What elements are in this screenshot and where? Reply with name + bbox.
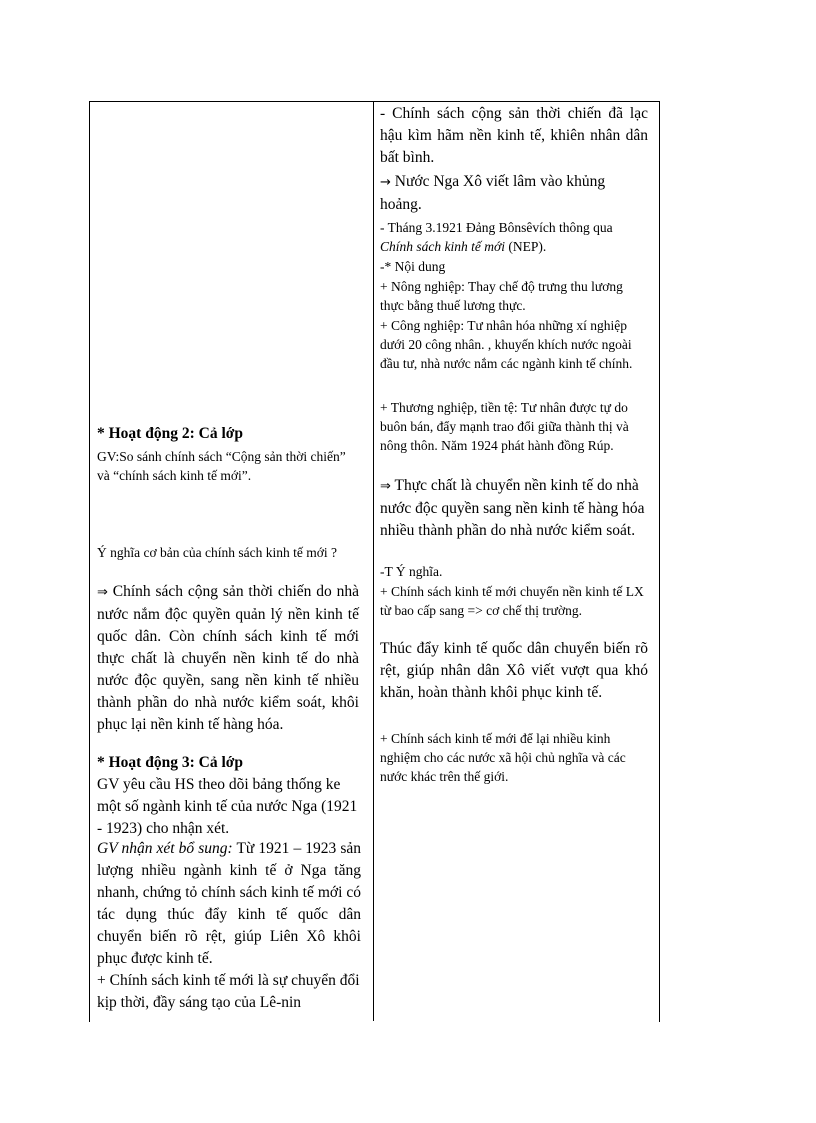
activity3-heading: * Hoạt động 3: Cả lớp xyxy=(97,754,243,771)
war-communism-effect: - Chính sách cộng sản thời chiến đã lạc hậu kìm hãm nền kinh tế, khiên nhân dân bất bình. xyxy=(380,105,648,166)
crisis-text: Nước Nga Xô viết lâm vào khủng hoảng. xyxy=(380,173,606,213)
activity2-task: GV:So sánh chính sách “Cộng sản thời chiến” và “chính sách kinh tế mới”. xyxy=(97,449,346,483)
crisis-line xyxy=(380,171,648,216)
teacher-comment-text: Từ 1921 – 1923 sản lượng nhiều ngành kinh tế ở Nga tăng nhanh, chứng tỏ chính sách kinh tế mới có tác dụng thúc đẩy kinh tế quốc dân chuyển biến rõ rệt, giúp Liên Xô khôi phục được kinh tế. xyxy=(97,840,361,967)
activity3-task: GV yêu cầu HS theo dõi bảng thống ke một số ngành kinh tế của nước Nga (1921 - 1923) cho nhận xét. xyxy=(97,776,358,837)
nep-essence-text: Thực chất là chuyển nền kinh tế do nhà nước độc quyền sang nền kinh tế hàng hóa nhiều thành phần do nhà nước kiểm soát. xyxy=(380,477,645,539)
double-arrow-icon: ⇒ xyxy=(97,585,108,600)
nep-name: Chính sách kinh tế mới xyxy=(380,239,505,254)
teacher-comment xyxy=(97,838,361,970)
lesson-table xyxy=(89,101,660,1022)
agriculture-policy: + Nông nghiệp: Thay chế độ trưng thu lương thực bằng thuế lương thực. xyxy=(380,279,623,313)
column-divider xyxy=(373,101,374,1021)
nep-adoption-suffix: (NEP). xyxy=(508,239,547,254)
commerce-policy: + Thương nghiệp, tiền tệ: Tư nhân được tự do buôn bán, đẩy mạnh trao đổi giữa thành thị và nông thôn. Năm 1924 phát hành đồng Rúp. xyxy=(380,400,629,453)
nep-adoption-prefix: - Tháng 3.1921 Đảng Bônsêvích thông qua xyxy=(380,220,613,235)
content-heading: -* Nội dung xyxy=(380,259,446,274)
teacher-comment-label: GV nhận xét bổ sung: xyxy=(97,840,233,857)
nep-note: + Chính sách kinh tế mới là sự chuyển đổi kịp thời, đầy sáng tạo của Lê-nin xyxy=(97,972,360,1011)
right-arrow-icon: → xyxy=(380,175,391,190)
double-arrow-icon: ⇒ xyxy=(380,479,391,494)
nep-adoption xyxy=(380,218,642,256)
comparison-answer xyxy=(97,581,359,736)
significance-point-3: + Chính sách kinh tế mới để lại nhiều kinh nghiệm cho các nước xã hội chủ nghĩa và các nước khác trên thế giới. xyxy=(380,731,626,784)
significance-heading: -T Ý nghĩa. xyxy=(380,564,443,579)
significance-question: Ý nghĩa cơ bản của chính sách kinh tế mới ? xyxy=(97,545,337,560)
nep-essence xyxy=(380,475,648,542)
industry-policy: + Công nghiệp: Tư nhân hóa những xí nghiệp dưới 20 công nhân. , khuyến khích nước ngoài đầu tư, nhà nước nắm các ngành kinh tế chính. xyxy=(380,318,633,371)
significance-point-2: Thúc đẩy kinh tế quốc dân chuyển biến rõ rệt, giúp nhân dân Xô viết vượt qua khó khăn, hoàn thành khôi phục kinh tế. xyxy=(380,640,648,701)
significance-point-1: + Chính sách kinh tế mới chuyển nền kinh tế LX từ bao cấp sang => cơ chế thị trường. xyxy=(380,584,644,618)
comparison-answer-text: Chính sách cộng sản thời chiến do nhà nước nắm độc quyền quản lý nền kinh tế quốc dân. Còn chính sách kinh tế mới thực chất là chuyển nền kinh tế do nhà nước độc quyền, sang nền kinh tế nhiều thành phần do nhà nước kiểm soát, khôi phục lại nền kinh tế hàng hóa. xyxy=(97,583,359,733)
activity2-heading: * Hoạt động 2: Cả lớp xyxy=(97,425,243,442)
